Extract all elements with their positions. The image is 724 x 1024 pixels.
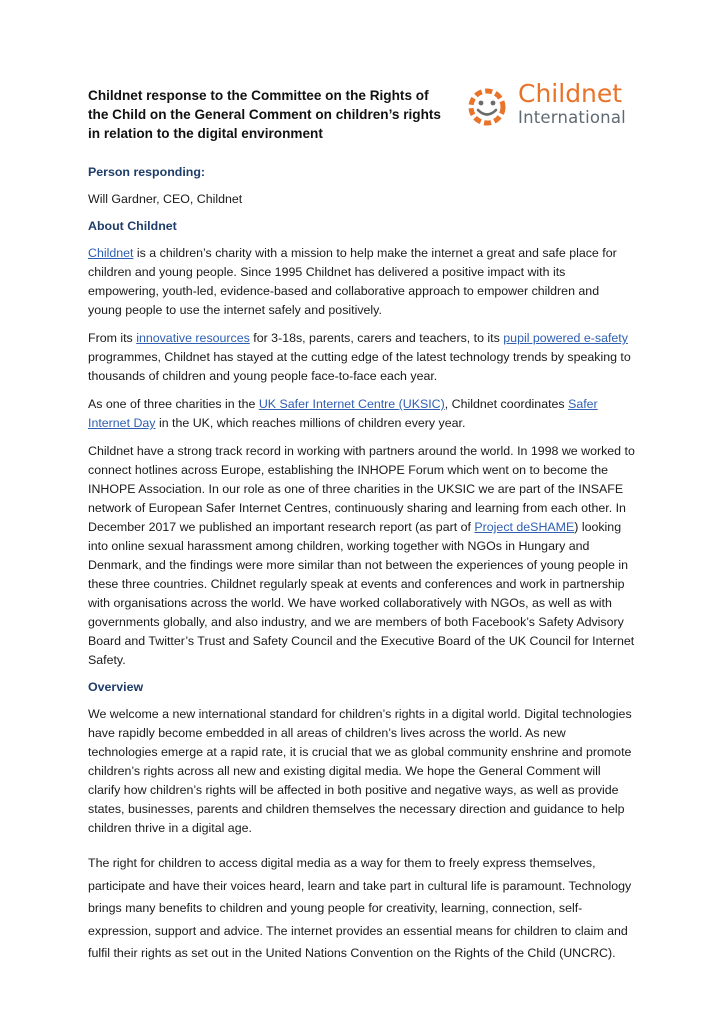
about-paragraph-4 [88, 442, 636, 670]
about-p3-b: , Childnet coordinates [444, 397, 569, 411]
logo-subtitle: International [518, 108, 626, 127]
overview-paragraph-1: We welcome a new international standard for children’s rights in a digital world. Digital technologies have rapidly become embedded in all areas of children’s lives across the world. As new technologies emerge at a rapid rate, it is crucial that we as global community enshrine and promote children’s rights across all new and existing digital media. We hope the General Comment will clarify how children’s rights will be affected in both positive and negative ways, as well as provide states, businesses, parents and children themselves the necessary direction and guidance to help children thrive in a digital age. [88, 707, 632, 835]
document-body [88, 164, 636, 965]
about-p4-b: ) looking into online sexual harassment among children, working together with NGOs in Hungary and Denmark, and the findings were more similar than not between the experiences of young people in these three countries. Childnet regularly speak at events and conferences and work in partnership with organisations across the world. We have worked collaboratively with NGOs, as well as with governments globally, and also industry, and we are members of both Facebook’s Safety Advisory Board and Twitter’s Trust and Safety Council and the Executive Board of the UK Council for Internet Safety. [88, 520, 635, 667]
childnet-logo[interactable] [462, 80, 722, 136]
about-p2-c: programmes, Childnet has stayed at the cutting edge of the latest technology trends by speaking to thousands of children and young people face-to-face each year. [88, 350, 631, 383]
overview-heading: Overview [88, 680, 144, 694]
about-heading: About Childnet [88, 219, 177, 233]
about-paragraph-2 [88, 329, 636, 386]
about-p2-a: From its [88, 331, 137, 345]
smiley-ring-icon [462, 82, 512, 132]
about-p3-a: As one of three charities in the [88, 397, 259, 411]
safer-internet-day-link[interactable]: Safer Internet Day [88, 397, 598, 430]
project-deshame-link[interactable]: Project deSHAME [474, 520, 575, 534]
about-p2-b: for 3-18s, parents, carers and teachers, to its [249, 331, 504, 345]
about-p1-text: is a children’s charity with a mission to help make the internet a great and safe place for children and young people. Since 1995 Childnet has delivered a positive impact with its empowering, youth-led, evidence-based and collaborative approach to empower children and young people to use the internet safely and positively. [88, 246, 617, 317]
childnet-link[interactable]: Childnet [88, 246, 134, 260]
document-title: Childnet response to the Committee on the Rights of the Child on the General Comment on children’s rights in relation to the digital environment [88, 88, 441, 141]
person-text: Will Gardner, CEO, Childnet [88, 192, 243, 206]
person-heading: Person responding: [88, 165, 206, 179]
about-paragraph-1 [88, 244, 636, 320]
pupil-powered-esafety-link[interactable]: pupil powered e-safety [503, 331, 628, 345]
logo-name: Childnet [518, 79, 623, 108]
about-p4-a: Childnet have a strong track record in working with partners around the world. In 1998 we worked to connect hotlines across Europe, establishing the INHOPE Forum which went on to become the INHOPE Association. In our role as one of three charities in the UKSIC we are part of the INSAFE network of European Safer Internet Centres, continuously sharing and learning from each other. In December 2017 we published an important research report (as part of [88, 444, 635, 534]
innovative-resources-link[interactable]: innovative resources [136, 331, 250, 345]
overview-paragraph-2: The right for children to access digital media as a way for them to freely express themselves, participate and have their voices heard, learn and take part in cultural life is paramount. Technology brings many benefits to children and young people for creativity, learning, connection, self-expression, support and advice. The internet provides an essential means for children to claim and fulfil their rights as set out in the United Nations Convention on the Rights of the Child (UNCRC). [88, 856, 632, 960]
about-p3-c: in the UK, which reaches millions of children every year. [155, 416, 466, 430]
document-header [88, 79, 724, 152]
uksic-link[interactable]: UK Safer Internet Centre (UKSIC) [258, 397, 445, 411]
about-paragraph-3 [88, 395, 636, 433]
